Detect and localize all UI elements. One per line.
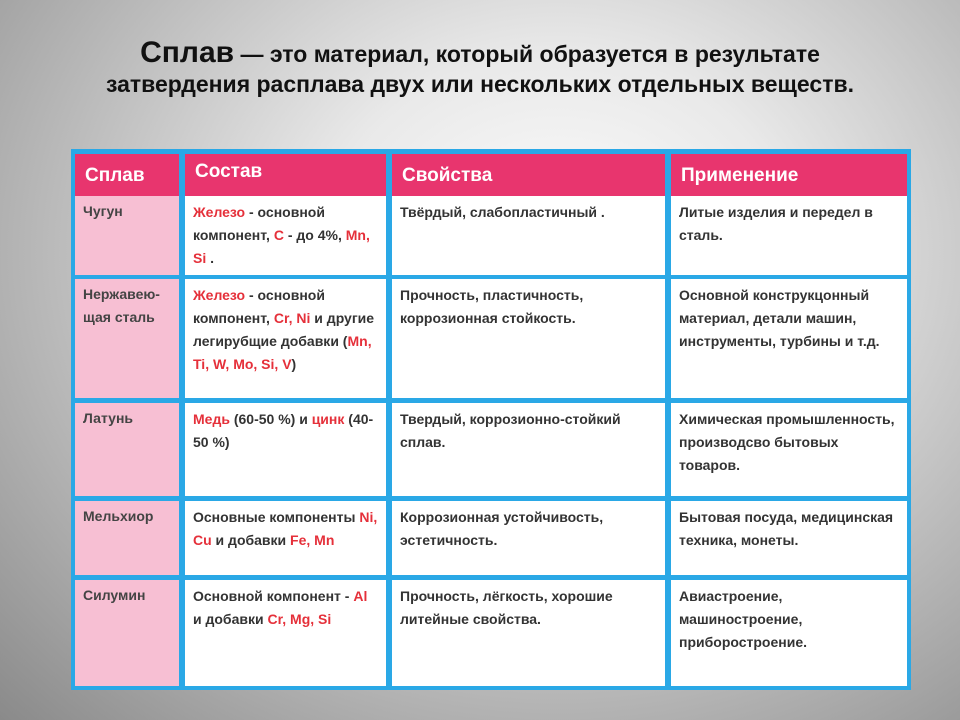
page-title xyxy=(90,38,870,99)
composition-element: Mn, Ti, W, Mo, Si, V xyxy=(193,333,372,372)
cell-alloy-name: Латунь xyxy=(75,403,179,496)
title-definition: — это материал, который образуется в результате затвердения расплава двух или нескольких отдельных веществ. xyxy=(105,41,854,97)
composition-text: Основные компоненты xyxy=(193,509,360,525)
cell-usage: Химическая промышленность, производсво бытовых товаров. xyxy=(671,403,907,496)
cell-properties: Прочность, лёгкость, хорошие литейные свойства. xyxy=(392,580,665,686)
composition-text: - до 4%, xyxy=(283,227,346,243)
cell-composition xyxy=(185,403,386,496)
cell-composition xyxy=(185,501,386,575)
cell-properties: Твердый, коррозионно-стойкий сплав. xyxy=(392,403,665,496)
table-header-row xyxy=(71,154,911,199)
composition-element: Al xyxy=(353,588,368,604)
composition-element: Медь xyxy=(193,411,230,427)
table-row xyxy=(71,196,911,275)
composition-text: ) xyxy=(291,356,297,372)
composition-text: и добавки xyxy=(211,532,291,548)
cell-alloy-name: Нержавею-щая сталь xyxy=(75,279,179,398)
alloys-table xyxy=(71,149,911,690)
composition-element: Cr, Ni xyxy=(273,310,311,326)
composition-element: Mn, Si xyxy=(193,227,370,266)
composition-text: (60-50 %) и xyxy=(229,411,312,427)
composition-text: и другие легирубщие добавки ( xyxy=(193,310,375,349)
composition-text: - основной компонент, xyxy=(193,287,325,326)
composition-text: . xyxy=(206,250,215,266)
cell-usage: Основной конструкцонный материал, детали машин, инструменты, турбины и т.д. xyxy=(671,279,907,398)
composition-element: цинк xyxy=(311,411,345,427)
header-composition: Состав xyxy=(185,154,386,199)
table-row xyxy=(71,501,911,575)
table-row xyxy=(71,279,911,398)
composition-element: Ni, Cu xyxy=(193,509,378,548)
composition-element: Железо xyxy=(193,204,246,220)
cell-properties: Прочность, пластичность, коррозионная стойкость. xyxy=(392,279,665,398)
cell-properties: Коррозионная устойчивость, эстетичность. xyxy=(392,501,665,575)
cell-alloy-name: Силумин xyxy=(75,580,179,686)
composition-text: (40-50 %) xyxy=(193,411,374,450)
cell-properties: Твёрдый, слабопластичный . xyxy=(392,196,665,275)
composition-element: Fe, Mn xyxy=(290,532,335,548)
composition-element: Cr, Mg, Si xyxy=(267,611,332,627)
cell-composition xyxy=(185,580,386,686)
cell-usage: Бытовая посуда, медицинская техника, монеты. xyxy=(671,501,907,575)
composition-text: и добавки xyxy=(193,611,268,627)
cell-composition xyxy=(185,279,386,398)
composition-element: С xyxy=(273,227,284,243)
composition-element: Железо xyxy=(193,287,246,303)
table-row xyxy=(71,403,911,496)
title-term: Сплав xyxy=(140,36,235,69)
composition-text: - основной компонент, xyxy=(193,204,325,243)
table-row xyxy=(71,580,911,686)
header-properties: Свойства xyxy=(392,154,665,199)
cell-usage: Литые изделия и передел в сталь. xyxy=(671,196,907,275)
header-alloy: Сплав xyxy=(75,154,179,199)
cell-usage: Авиастроение, машиностроение, приборостроение. xyxy=(671,580,907,686)
composition-text: Основной компонент - xyxy=(193,588,354,604)
cell-alloy-name: Мельхиор xyxy=(75,501,179,575)
cell-composition xyxy=(185,196,386,275)
header-usage: Применение xyxy=(671,154,907,199)
cell-alloy-name: Чугун xyxy=(75,196,179,275)
